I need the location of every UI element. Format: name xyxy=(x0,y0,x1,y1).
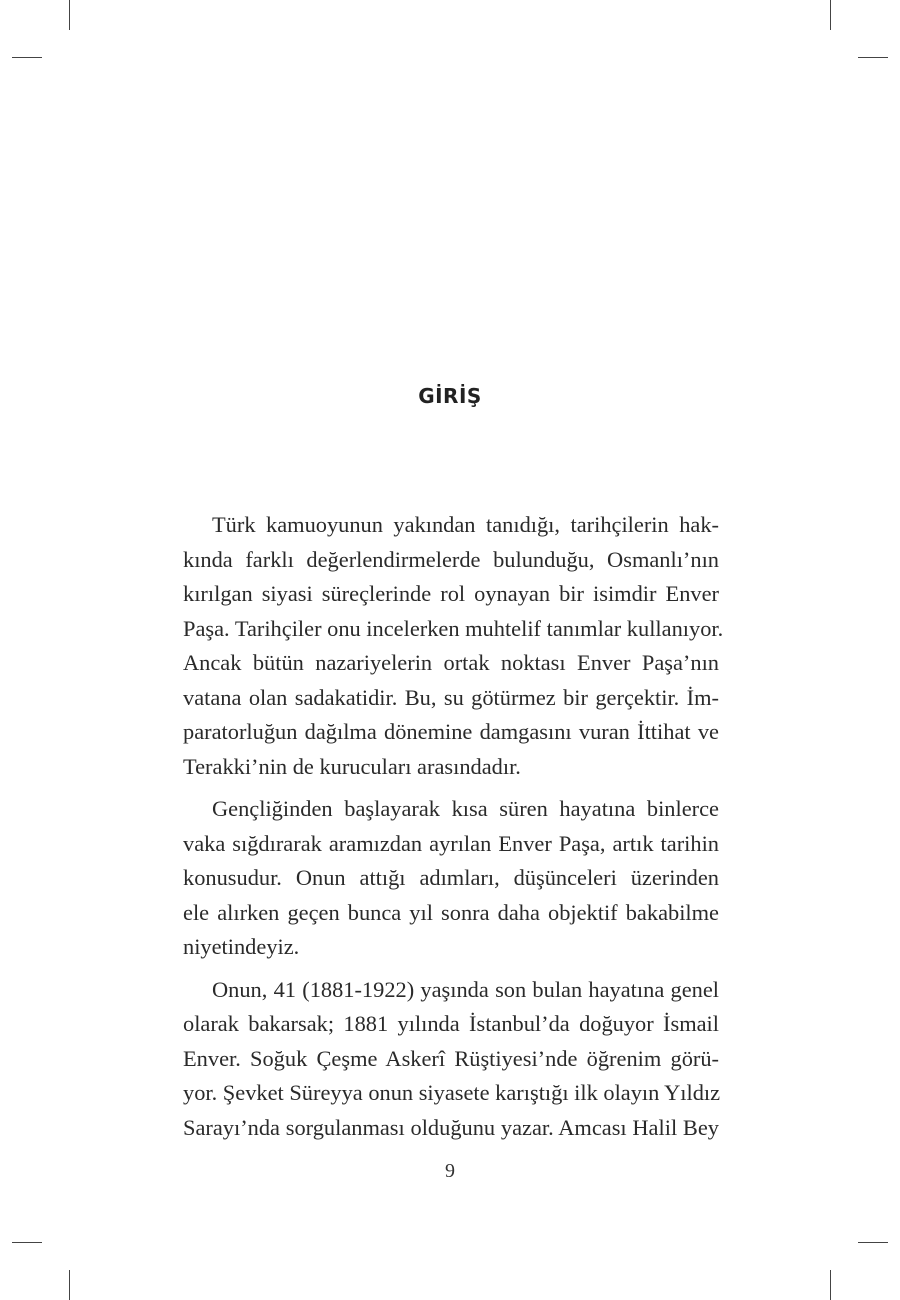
paragraph-1 xyxy=(183,508,724,784)
text-line: kında farklı değerlendirmelerde bulunduğu, Osmanlı’nın xyxy=(183,546,719,572)
text-line: Türk kamuoyunun yakından tanıdığı, tarihçilerin hak- xyxy=(212,512,719,537)
chapter-title: GİRİŞ xyxy=(418,384,482,408)
text-line: kırılgan siyasi süreçlerinde rol oynayan bir isimdir Enver xyxy=(183,581,719,606)
text-line: Enver. Soğuk Çeşme Askerî Rüştiyesi’nde öğrenim görü- xyxy=(183,1045,719,1071)
text-line: olarak bakarsak; 1881 yılında İstanbul’da doğuyor İsmail xyxy=(183,1011,719,1036)
paragraph-2 xyxy=(183,792,719,965)
crop-mark-bottom-right xyxy=(830,1270,831,1300)
crop-mark-right-bottom xyxy=(858,1242,888,1243)
crop-mark-left-bottom xyxy=(12,1242,42,1243)
text-line: yor. Şevket Süreyya onun siyasete karıştığı ilk olayın Yıldız xyxy=(183,1080,721,1105)
text-line: ele alırken geçen bunca yıl sonra daha objektif bakabilme xyxy=(183,899,719,925)
text-line: vatana olan sadakatidir. Bu, su götürmez bir gerçektir. İm- xyxy=(183,684,719,710)
text-line: Paşa. Tarihçiler onu incelerken muhtelif tanımlar kullanıyor. xyxy=(183,615,724,641)
crop-mark-top-right xyxy=(830,0,831,30)
text-line: Ancak bütün nazariyelerin ortak noktası Enver Paşa’nın xyxy=(183,650,719,675)
text-line: Onun, 41 (1881-1922) yaşında son bulan hayatına genel xyxy=(212,976,719,1002)
page-number: 9 xyxy=(445,1160,455,1182)
crop-mark-top-left xyxy=(69,0,70,30)
text-line: niyetindeyiz. xyxy=(183,934,300,959)
text-line: konusudur. Onun attığı adımları, düşünceleri üzerinden xyxy=(183,865,719,890)
body-text xyxy=(183,508,724,1153)
crop-mark-bottom-left xyxy=(69,1270,70,1300)
text-line: paratorluğun dağılma dönemine damgasını vuran İttihat ve xyxy=(183,719,719,744)
text-line: Gençliğinden başlayarak kısa süren hayatına binlerce xyxy=(212,796,719,821)
text-line: Terakki’nin de kurucuları arasındadır. xyxy=(183,753,521,779)
crop-mark-right-top xyxy=(858,57,888,58)
paragraph-3 xyxy=(183,973,719,1146)
text-line: Sarayı’nda sorgulanması olduğunu yazar. Amcası Halil Bey xyxy=(183,1114,719,1140)
crop-mark-left-top xyxy=(12,57,42,58)
text-line: vaka sığdırarak aramızdan ayrılan Enver Paşa, artık tarihin xyxy=(183,830,719,856)
